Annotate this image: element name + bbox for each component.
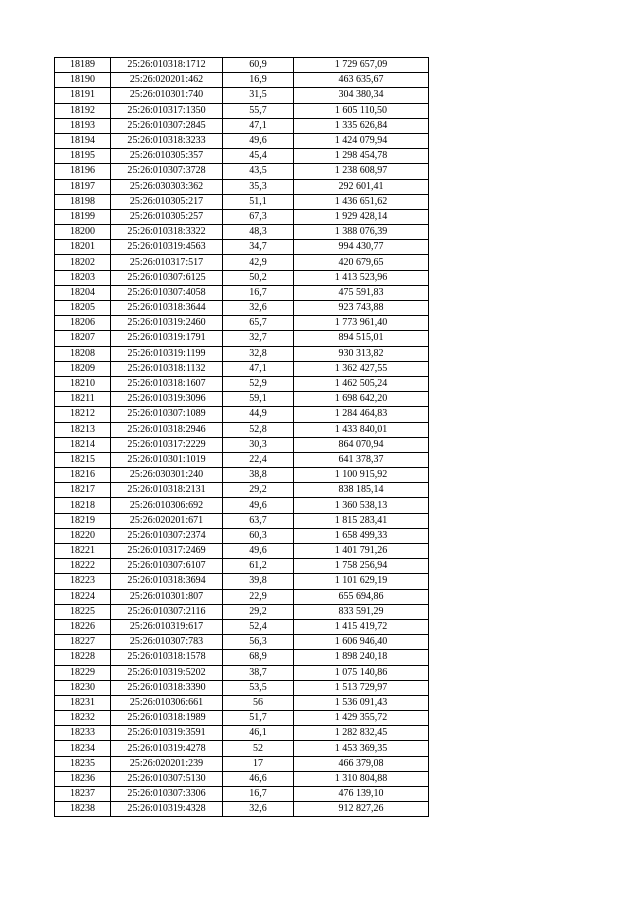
value-cell: 1 429 355,72 [294, 711, 429, 726]
row-number-cell: 18196 [55, 164, 111, 179]
row-number-cell: 18197 [55, 179, 111, 194]
table-row [55, 574, 429, 589]
cadastral-number-cell: 25:26:010307:2374 [111, 528, 223, 543]
row-number-cell: 18215 [55, 452, 111, 467]
table-row [55, 559, 429, 574]
area-cell: 46,1 [223, 726, 294, 741]
cadastral-number-cell: 25:26:010307:2845 [111, 118, 223, 133]
row-number-cell: 18202 [55, 255, 111, 270]
table-row [55, 270, 429, 285]
area-cell: 56,3 [223, 635, 294, 650]
row-number-cell: 18213 [55, 422, 111, 437]
table-row [55, 680, 429, 695]
table-row [55, 118, 429, 133]
cadastral-number-cell: 25:26:010319:3096 [111, 392, 223, 407]
table-row [55, 376, 429, 391]
value-cell: 912 827,26 [294, 802, 429, 817]
table-row [55, 301, 429, 316]
row-number-cell: 18234 [55, 741, 111, 756]
value-cell: 1 605 110,50 [294, 103, 429, 118]
area-cell: 50,2 [223, 270, 294, 285]
row-number-cell: 18190 [55, 73, 111, 88]
table-row [55, 711, 429, 726]
area-cell: 16,7 [223, 787, 294, 802]
value-cell: 838 185,14 [294, 483, 429, 498]
table-row [55, 255, 429, 270]
value-cell: 1 453 369,35 [294, 741, 429, 756]
area-cell: 38,8 [223, 468, 294, 483]
area-cell: 68,9 [223, 650, 294, 665]
row-number-cell: 18225 [55, 604, 111, 619]
area-cell: 16,9 [223, 73, 294, 88]
area-cell: 60,3 [223, 528, 294, 543]
table-row [55, 73, 429, 88]
area-cell: 34,7 [223, 240, 294, 255]
area-cell: 51,7 [223, 711, 294, 726]
row-number-cell: 18233 [55, 726, 111, 741]
row-number-cell: 18230 [55, 680, 111, 695]
table-row [55, 528, 429, 543]
table-row [55, 240, 429, 255]
table-row [55, 164, 429, 179]
cadastral-number-cell: 25:26:010319:1791 [111, 331, 223, 346]
row-number-cell: 18232 [55, 711, 111, 726]
table-row [55, 771, 429, 786]
row-number-cell: 18208 [55, 346, 111, 361]
cadastral-number-cell: 25:26:010318:3390 [111, 680, 223, 695]
table-row [55, 483, 429, 498]
table-row [55, 544, 429, 559]
area-cell: 65,7 [223, 316, 294, 331]
table-row [55, 422, 429, 437]
cadastral-number-cell: 25:26:010318:1607 [111, 376, 223, 391]
cadastral-number-cell: 25:26:020201:671 [111, 513, 223, 528]
cadastral-number-cell: 25:26:010318:3694 [111, 574, 223, 589]
area-cell: 55,7 [223, 103, 294, 118]
cadastral-number-cell: 25:26:020201:462 [111, 73, 223, 88]
area-cell: 44,9 [223, 407, 294, 422]
table-row [55, 392, 429, 407]
cadastral-number-cell: 25:26:010305:357 [111, 149, 223, 164]
row-number-cell: 18205 [55, 301, 111, 316]
row-number-cell: 18219 [55, 513, 111, 528]
value-cell: 420 679,65 [294, 255, 429, 270]
value-cell: 1 773 961,40 [294, 316, 429, 331]
area-cell: 42,9 [223, 255, 294, 270]
row-number-cell: 18193 [55, 118, 111, 133]
row-number-cell: 18236 [55, 771, 111, 786]
table-row [55, 149, 429, 164]
value-cell: 466 379,08 [294, 756, 429, 771]
cadastral-number-cell: 25:26:010318:1132 [111, 361, 223, 376]
table-row [55, 665, 429, 680]
area-cell: 59,1 [223, 392, 294, 407]
cadastral-number-cell: 25:26:010318:1578 [111, 650, 223, 665]
cadastral-number-cell: 25:26:010301:740 [111, 88, 223, 103]
cadastral-number-cell: 25:26:010307:6125 [111, 270, 223, 285]
table-row [55, 452, 429, 467]
table-row [55, 695, 429, 710]
value-cell: 1 433 840,01 [294, 422, 429, 437]
value-cell: 1 238 608,97 [294, 164, 429, 179]
table-row [55, 787, 429, 802]
area-cell: 43,5 [223, 164, 294, 179]
row-number-cell: 18214 [55, 437, 111, 452]
table-row [55, 802, 429, 817]
value-cell: 655 694,86 [294, 589, 429, 604]
area-cell: 52,9 [223, 376, 294, 391]
area-cell: 31,5 [223, 88, 294, 103]
cadastral-number-cell: 25:26:010307:783 [111, 635, 223, 650]
cadastral-number-cell: 25:26:010307:3306 [111, 787, 223, 802]
area-cell: 56 [223, 695, 294, 710]
value-cell: 1 658 499,33 [294, 528, 429, 543]
value-cell: 1 815 283,41 [294, 513, 429, 528]
area-cell: 46,6 [223, 771, 294, 786]
area-cell: 52,4 [223, 619, 294, 634]
row-number-cell: 18212 [55, 407, 111, 422]
cadastral-number-cell: 25:26:010317:1350 [111, 103, 223, 118]
row-number-cell: 18209 [55, 361, 111, 376]
table-row [55, 133, 429, 148]
area-cell: 53,5 [223, 680, 294, 695]
area-cell: 30,3 [223, 437, 294, 452]
area-cell: 29,2 [223, 604, 294, 619]
table-row [55, 58, 429, 73]
table-row [55, 513, 429, 528]
row-number-cell: 18207 [55, 331, 111, 346]
table-row [55, 225, 429, 240]
cadastral-number-cell: 25:26:010307:6107 [111, 559, 223, 574]
value-cell: 476 139,10 [294, 787, 429, 802]
cadastral-number-cell: 25:26:020201:239 [111, 756, 223, 771]
value-cell: 292 601,41 [294, 179, 429, 194]
value-cell: 1 758 256,94 [294, 559, 429, 574]
cadastral-number-cell: 25:26:010305:257 [111, 209, 223, 224]
table-row [55, 103, 429, 118]
row-number-cell: 18224 [55, 589, 111, 604]
cadastral-number-cell: 25:26:010318:3644 [111, 301, 223, 316]
row-number-cell: 18229 [55, 665, 111, 680]
area-cell: 35,3 [223, 179, 294, 194]
table-row [55, 650, 429, 665]
table-row [55, 88, 429, 103]
area-cell: 51,1 [223, 194, 294, 209]
row-number-cell: 18228 [55, 650, 111, 665]
row-number-cell: 18210 [55, 376, 111, 391]
row-number-cell: 18231 [55, 695, 111, 710]
cadastral-number-cell: 25:26:010319:4278 [111, 741, 223, 756]
row-number-cell: 18238 [55, 802, 111, 817]
row-number-cell: 18191 [55, 88, 111, 103]
table-row [55, 437, 429, 452]
row-number-cell: 18218 [55, 498, 111, 513]
row-number-cell: 18204 [55, 285, 111, 300]
cadastral-number-cell: 25:26:010318:2946 [111, 422, 223, 437]
value-cell: 1 388 076,39 [294, 225, 429, 240]
row-number-cell: 18227 [55, 635, 111, 650]
cadastral-number-cell: 25:26:010319:5202 [111, 665, 223, 680]
row-number-cell: 18237 [55, 787, 111, 802]
table-row [55, 209, 429, 224]
value-cell: 463 635,67 [294, 73, 429, 88]
cadastral-number-cell: 25:26:010318:1989 [111, 711, 223, 726]
area-cell: 52,8 [223, 422, 294, 437]
area-cell: 60,9 [223, 58, 294, 73]
row-number-cell: 18223 [55, 574, 111, 589]
table-row [55, 361, 429, 376]
value-cell: 923 743,88 [294, 301, 429, 316]
value-cell: 833 591,29 [294, 604, 429, 619]
cadastral-number-cell: 25:26:010307:2116 [111, 604, 223, 619]
cadastral-number-cell: 25:26:010319:4328 [111, 802, 223, 817]
row-number-cell: 18217 [55, 483, 111, 498]
value-cell: 994 430,77 [294, 240, 429, 255]
table-row [55, 756, 429, 771]
row-number-cell: 18206 [55, 316, 111, 331]
value-cell: 1 415 419,72 [294, 619, 429, 634]
area-cell: 39,8 [223, 574, 294, 589]
value-cell: 1 362 427,55 [294, 361, 429, 376]
value-cell: 1 729 657,09 [294, 58, 429, 73]
value-cell: 1 298 454,78 [294, 149, 429, 164]
row-number-cell: 18195 [55, 149, 111, 164]
row-number-cell: 18203 [55, 270, 111, 285]
area-cell: 49,6 [223, 133, 294, 148]
value-cell: 1 401 791,26 [294, 544, 429, 559]
value-cell: 1 698 642,20 [294, 392, 429, 407]
cadastral-number-cell: 25:26:010307:5130 [111, 771, 223, 786]
row-number-cell: 18199 [55, 209, 111, 224]
area-cell: 32,6 [223, 802, 294, 817]
cadastral-number-cell: 25:26:010317:517 [111, 255, 223, 270]
cadastral-number-cell: 25:26:010317:2469 [111, 544, 223, 559]
row-number-cell: 18221 [55, 544, 111, 559]
table-row [55, 726, 429, 741]
cadastral-number-cell: 25:26:010318:3233 [111, 133, 223, 148]
cadastral-number-cell: 25:26:010319:617 [111, 619, 223, 634]
area-cell: 32,7 [223, 331, 294, 346]
value-cell: 1 360 538,13 [294, 498, 429, 513]
value-cell: 1 284 464,83 [294, 407, 429, 422]
cadastral-number-cell: 25:26:010301:1019 [111, 452, 223, 467]
area-cell: 29,2 [223, 483, 294, 498]
cadastral-number-cell: 25:26:010318:3322 [111, 225, 223, 240]
table-row [55, 179, 429, 194]
cadastral-number-cell: 25:26:010319:3591 [111, 726, 223, 741]
row-number-cell: 18198 [55, 194, 111, 209]
cadastral-number-cell: 25:26:010319:1199 [111, 346, 223, 361]
area-cell: 63,7 [223, 513, 294, 528]
cadastral-number-cell: 25:26:010319:2460 [111, 316, 223, 331]
area-cell: 16,7 [223, 285, 294, 300]
area-cell: 67,3 [223, 209, 294, 224]
table-row [55, 331, 429, 346]
row-number-cell: 18194 [55, 133, 111, 148]
value-cell: 1 310 804,88 [294, 771, 429, 786]
cadastral-number-cell: 25:26:010319:4563 [111, 240, 223, 255]
area-cell: 49,6 [223, 498, 294, 513]
cadastral-number-cell: 25:26:010307:4058 [111, 285, 223, 300]
cadastral-number-cell: 25:26:010305:217 [111, 194, 223, 209]
value-cell: 1 335 626,84 [294, 118, 429, 133]
value-cell: 1 413 523,96 [294, 270, 429, 285]
table-row [55, 407, 429, 422]
row-number-cell: 18211 [55, 392, 111, 407]
area-cell: 32,6 [223, 301, 294, 316]
value-cell: 930 313,82 [294, 346, 429, 361]
area-cell: 17 [223, 756, 294, 771]
value-cell: 864 070,94 [294, 437, 429, 452]
cadastral-number-cell: 25:26:010307:1089 [111, 407, 223, 422]
table-row [55, 604, 429, 619]
cadastral-number-cell: 25:26:010301:807 [111, 589, 223, 604]
table-row [55, 619, 429, 634]
cadastral-number-cell: 25:26:010306:692 [111, 498, 223, 513]
cadastral-number-cell: 25:26:010318:1712 [111, 58, 223, 73]
row-number-cell: 18235 [55, 756, 111, 771]
area-cell: 45,4 [223, 149, 294, 164]
area-cell: 22,9 [223, 589, 294, 604]
value-cell: 1 536 091,43 [294, 695, 429, 710]
cadastral-number-cell: 25:26:030301:240 [111, 468, 223, 483]
value-cell: 1 929 428,14 [294, 209, 429, 224]
cadastral-number-cell: 25:26:030303:362 [111, 179, 223, 194]
area-cell: 48,3 [223, 225, 294, 240]
area-cell: 47,1 [223, 118, 294, 133]
property-table [54, 57, 429, 817]
row-number-cell: 18201 [55, 240, 111, 255]
row-number-cell: 18189 [55, 58, 111, 73]
table-row [55, 498, 429, 513]
row-number-cell: 18192 [55, 103, 111, 118]
table-row [55, 635, 429, 650]
area-cell: 52 [223, 741, 294, 756]
value-cell: 1 436 651,62 [294, 194, 429, 209]
value-cell: 475 591,83 [294, 285, 429, 300]
value-cell: 1 898 240,18 [294, 650, 429, 665]
cadastral-number-cell: 25:26:010317:2229 [111, 437, 223, 452]
area-cell: 47,1 [223, 361, 294, 376]
value-cell: 1 282 832,45 [294, 726, 429, 741]
row-number-cell: 18216 [55, 468, 111, 483]
cadastral-number-cell: 25:26:010318:2131 [111, 483, 223, 498]
area-cell: 22,4 [223, 452, 294, 467]
value-cell: 304 380,34 [294, 88, 429, 103]
value-cell: 1 100 915,92 [294, 468, 429, 483]
value-cell: 894 515,01 [294, 331, 429, 346]
row-number-cell: 18200 [55, 225, 111, 240]
table-row [55, 346, 429, 361]
cadastral-number-cell: 25:26:010306:661 [111, 695, 223, 710]
value-cell: 1 101 629,19 [294, 574, 429, 589]
table-row [55, 285, 429, 300]
area-cell: 38,7 [223, 665, 294, 680]
table-body [55, 58, 429, 817]
value-cell: 1 424 079,94 [294, 133, 429, 148]
value-cell: 1 462 505,24 [294, 376, 429, 391]
value-cell: 1 075 140,86 [294, 665, 429, 680]
area-cell: 49,6 [223, 544, 294, 559]
area-cell: 61,2 [223, 559, 294, 574]
table-row [55, 589, 429, 604]
value-cell: 1 513 729,97 [294, 680, 429, 695]
value-cell: 641 378,37 [294, 452, 429, 467]
area-cell: 32,8 [223, 346, 294, 361]
table-row [55, 194, 429, 209]
row-number-cell: 18226 [55, 619, 111, 634]
cadastral-number-cell: 25:26:010307:3728 [111, 164, 223, 179]
table-row [55, 741, 429, 756]
value-cell: 1 606 946,40 [294, 635, 429, 650]
row-number-cell: 18222 [55, 559, 111, 574]
table-row [55, 316, 429, 331]
table-row [55, 468, 429, 483]
row-number-cell: 18220 [55, 528, 111, 543]
